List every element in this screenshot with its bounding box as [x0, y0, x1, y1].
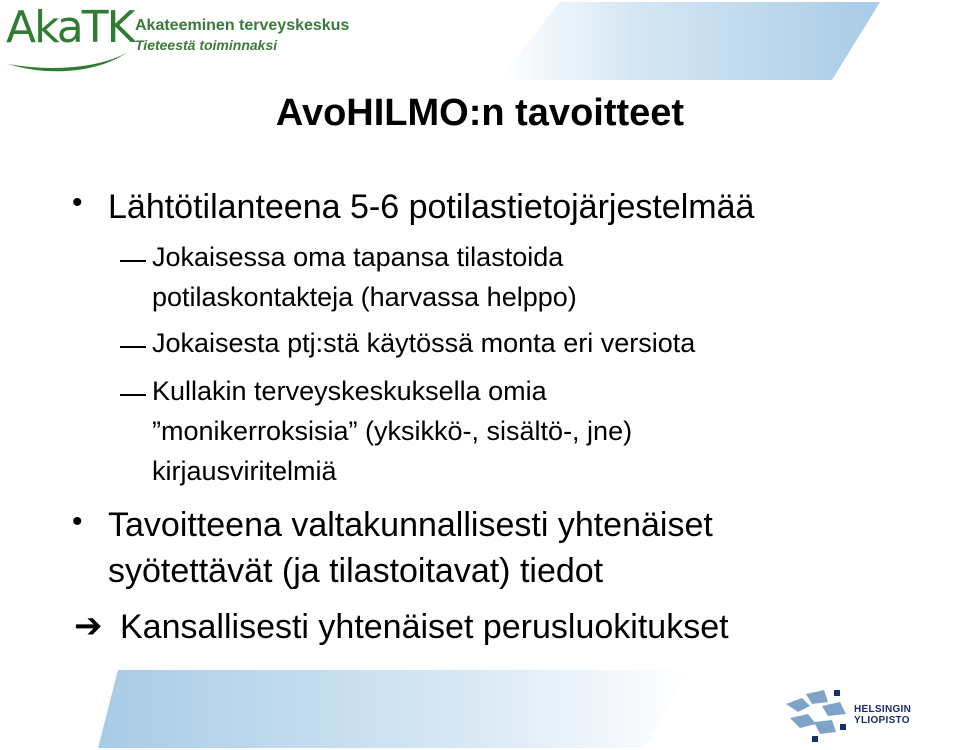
bullet-dot: • [72, 186, 83, 219]
university-name: HELSINGIN YLIOPISTO [854, 704, 912, 726]
logo-swoosh-icon [6, 46, 131, 74]
akatk-logo [6, 2, 134, 70]
org-subtitle: Tieteestä toiminnaksi [135, 37, 278, 53]
sub-bullet-text: kirjausviritelmiä [152, 456, 337, 486]
bullet-dot: • [72, 505, 83, 538]
sub-bullet-text: potilaskontakteja (harvassa helppo) [152, 282, 577, 312]
university-emblem-icon [776, 686, 852, 744]
bullet-text: Lähtötilanteena 5-6 potilastietojärjestelmää [108, 188, 755, 226]
logo-text: AkaTK [6, 2, 134, 53]
sub-bullet-dash [120, 260, 146, 262]
university-logo [776, 684, 960, 746]
org-name: Akateeminen terveyskeskus [135, 17, 350, 34]
conclusion-text: Kansallisesti yhtenäiset perusluokitukset [120, 608, 729, 646]
slide-title: AvoHILMO:n tavoitteet [275, 92, 685, 134]
bullet-text: Tavoitteena valtakunnallisesti yhtenäiset [108, 506, 713, 544]
sub-bullet-text: Kullakin terveyskeskuksella omia [152, 376, 547, 406]
bullet-text: syötettävät (ja tilastoitavat) tiedot [108, 552, 604, 590]
sub-bullet-dash [120, 394, 146, 396]
right-arrow-icon: ➔ [74, 607, 103, 645]
sub-bullet-text: Jokaisesta ptj:stä käytössä monta eri versiota [152, 328, 696, 358]
sub-bullet-dash [120, 346, 146, 348]
sub-bullet-text: ”monikerroksisia” (yksikkö-, sisältö-, jne) [152, 416, 633, 446]
sub-bullet-text: Jokaisessa oma tapansa tilastoida [152, 242, 564, 272]
